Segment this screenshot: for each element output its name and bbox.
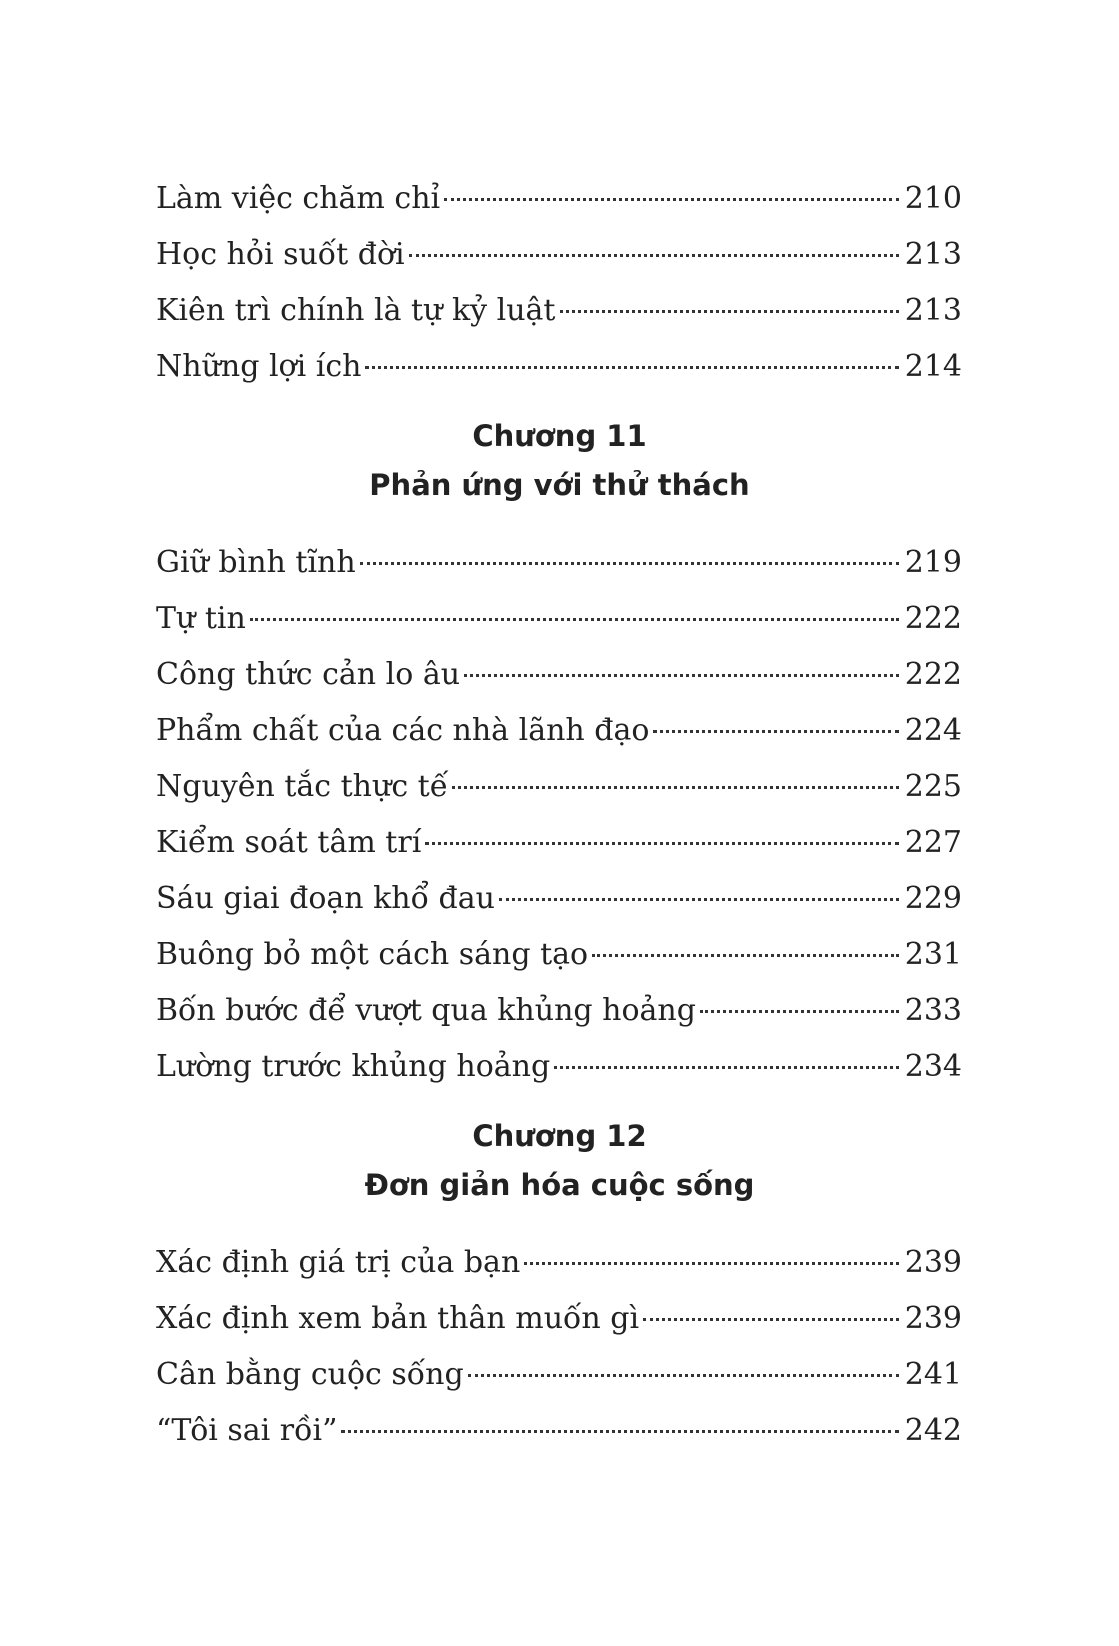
toc-entry-title: Phẩm chất của các nhà lãnh đạo [156,713,650,748]
toc-entry-title: Tự tin [156,601,246,636]
toc-entry[interactable] [156,988,962,1034]
toc-entry-title: Lường trước khủng hoảng [156,1049,551,1084]
toc-entry[interactable] [156,344,962,390]
toc-entry[interactable] [156,1296,962,1342]
chapter-title: Phản ứng với thử thách [369,468,750,502]
dot-leader [643,1317,899,1321]
toc-entry-page: 219 [904,545,962,580]
toc-entry[interactable] [156,1408,962,1454]
dot-leader [444,197,899,201]
toc-entry-title: Học hỏi suốt đời [156,237,405,272]
toc-entry-page: 213 [904,237,962,272]
dot-leader [360,561,899,565]
toc-entry-page: 224 [904,713,962,748]
toc-entry[interactable] [156,652,962,698]
toc-entry-title: Cân bằng cuộc sống [156,1357,464,1392]
toc-entry[interactable] [156,596,962,642]
toc-entry[interactable] [156,820,962,866]
toc-entry-title: “Tôi sai rồi” [156,1413,338,1448]
toc-entry-page: 234 [904,1049,962,1084]
toc-entry[interactable] [156,764,962,810]
toc-entry[interactable] [156,540,962,586]
dot-leader [464,673,899,677]
toc-entry[interactable] [156,176,962,222]
chapter-number: Chương 12 [472,1119,647,1153]
dot-leader [452,785,899,789]
dot-leader [560,309,899,313]
dot-leader [250,617,899,621]
toc-entry-title: Xác định giá trị của bạn [156,1245,521,1280]
toc-entry[interactable] [156,1240,962,1286]
toc-entry-page: 239 [904,1245,962,1280]
toc-entry-title: Làm việc chăm chỉ [156,181,441,216]
dot-leader [409,253,899,257]
dot-leader [700,1009,899,1013]
toc-entry-title: Xác định xem bản thân muốn gì [156,1301,640,1336]
toc-entry-page: 225 [904,769,962,804]
toc-entry-page: 214 [904,349,962,384]
toc-entry-title: Kiên trì chính là tự kỷ luật [156,293,556,328]
toc-entry-page: 222 [904,601,962,636]
toc-entry[interactable] [156,288,962,334]
toc-entry-title: Buông bỏ một cách sáng tạo [156,937,589,972]
chapter-title: Đơn giản hóa cuộc sống [364,1168,755,1202]
toc-entry[interactable] [156,932,962,978]
toc-entry-title: Kiểm soát tâm trí [156,825,422,860]
dot-leader [499,897,899,901]
toc-entry-page: 222 [904,657,962,692]
toc-entry-page: 239 [904,1301,962,1336]
dot-leader [468,1373,899,1377]
dot-leader [592,953,899,957]
toc-entry-page: 231 [904,937,962,972]
dot-leader [365,365,898,369]
toc-entry-page: 242 [904,1413,962,1448]
toc-entry[interactable] [156,708,962,754]
toc-entry-title: Giữ bình tĩnh [156,545,356,580]
toc-entry[interactable] [156,1352,962,1398]
toc-entry-page: 233 [904,993,962,1028]
dot-leader [524,1261,898,1265]
dot-leader [554,1065,899,1069]
toc-entry-title: Những lợi ích [156,349,362,384]
toc-entry-page: 213 [904,293,962,328]
toc-entry-page: 227 [904,825,962,860]
toc-entry-title: Công thức cản lo âu [156,657,461,692]
toc-entry[interactable] [156,876,962,922]
chapter-number: Chương 11 [472,419,647,453]
dot-leader [653,729,898,733]
toc-entry-page: 210 [904,181,962,216]
toc-entry[interactable] [156,1044,962,1090]
toc-entry-title: Nguyên tắc thực tế [156,769,449,804]
dot-leader [425,841,898,845]
toc-entry-title: Sáu giai đoạn khổ đau [156,881,495,916]
dot-leader [341,1429,898,1433]
toc-entry-page: 241 [904,1357,962,1392]
toc-entry[interactable] [156,232,962,278]
toc-entry-title: Bốn bước để vượt qua khủng hoảng [156,993,696,1028]
toc-entry-page: 229 [904,881,962,916]
